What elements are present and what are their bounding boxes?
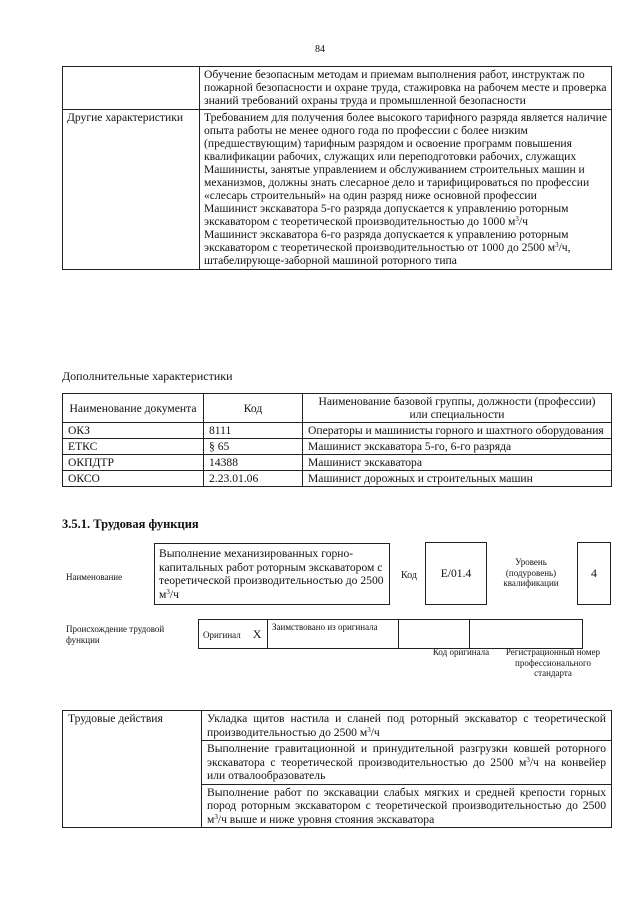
- cell-doc: ЕТКС: [63, 439, 204, 455]
- paragraph: Обучение безопасным методам и приемам выполнения работ, инструктаж по пожарной безопасности и охране труда, стажировка на рабочем месте и проверка знаний требований охраны труда и промышленной безопасности: [204, 68, 607, 107]
- borrowed-label: Заимствовано из оригинала: [268, 620, 399, 649]
- code-original-label: Код оригинала: [432, 647, 490, 657]
- reg-number-label: Регистрационный номер профессионального стандарта: [505, 647, 601, 678]
- section-title: 3.5.1. Трудовая функция: [62, 517, 199, 531]
- labor-action-item: Выполнение гравитационной и принудительной разгрузки ковшей роторного экскаватора с теоретической производительностью до 2500 $м^3/ч$ на конвейер или отвалообразователь: [202, 741, 612, 785]
- cell-doc: ОКПДТР: [63, 455, 204, 471]
- origin-table: [198, 619, 583, 649]
- header-name: Наименование базовой группы, должности (профессии) или специальности: [303, 394, 612, 423]
- cell-name: Машинист дорожных и строительных машин: [303, 471, 612, 487]
- additional-title: Дополнительные характеристики: [62, 369, 233, 383]
- origin-label: Происхождение трудовой функции: [66, 624, 165, 645]
- row-content: [200, 67, 612, 110]
- level-label: Уровень (подуровень) квалификации: [503, 557, 559, 588]
- table-row: [63, 423, 612, 439]
- table-row: [63, 110, 612, 270]
- paragraph: Машинисты, занятые управлением и обслуживанием строительных машин и механизмов, должны знать слесарное дело и тарифицироваться по профессии «слесарь строительный» на один разряд ниже основной профессии: [204, 163, 590, 202]
- level-value: 4: [577, 542, 611, 605]
- reg-number-cell: [470, 620, 583, 649]
- labor-actions-label: Трудовые действия: [63, 711, 202, 828]
- cell-name: Машинист экскаватора: [303, 455, 612, 471]
- header-code: Код: [204, 394, 303, 423]
- characteristics-table: [62, 66, 612, 270]
- cell-name: Машинист экскаватора 5-го, 6-го разряда: [303, 439, 612, 455]
- labor-action-item: Выполнение работ по экскавации слабых мягких и средней крепости горных пород роторным экскаватором с теоретической производительностью до 2500 $м^3/ч$ выше и ниже уровня стояния экскаватора: [202, 784, 612, 828]
- labor-action-item: Укладка щитов настила и сланей под роторный экскаватор с теоретической производительностью до 2500 $м^3/ч$: [202, 711, 612, 741]
- original-cell: [199, 620, 268, 649]
- paragraph: Требованием для получения более высокого тарифного разряда является наличие опыта работы не менее одного года по профессии с более низким (предшествующим) тарифным разрядом и освоение программ повышения квалификации рабочих, служащих или переподготовки рабочих, служащих: [204, 111, 607, 163]
- header-document: Наименование документа: [63, 394, 204, 423]
- cell-code: 8111: [204, 423, 303, 439]
- cell-code: 14388: [204, 455, 303, 471]
- code-original-cell: [399, 620, 470, 649]
- original-mark: X: [252, 626, 262, 641]
- name-label: Наименование: [66, 572, 123, 582]
- paragraph: Машинист экскаватора 6-го разряда допускается к управлению роторным экскаватором с теоретической производительностью от 1000 до 2500 $м^3/ч$, штабелирующе-заборной машиной роторного типа: [204, 228, 571, 267]
- cell-doc: ОКЗ: [63, 423, 204, 439]
- cell-doc: ОКСО: [63, 471, 204, 487]
- table-row: [63, 67, 612, 110]
- cell-code: 2.23.01.06: [204, 471, 303, 487]
- original-label: Оригинал: [203, 629, 241, 640]
- code-label: Код: [401, 570, 417, 581]
- cell-code: § 65: [204, 439, 303, 455]
- additional-table: [62, 393, 612, 487]
- function-code: E/01.4: [425, 542, 487, 605]
- row-label: Другие характеристики: [63, 110, 200, 270]
- page-number: 84: [315, 44, 325, 55]
- table-row: [63, 471, 612, 487]
- table-header: [63, 394, 612, 423]
- paragraph: Машинист экскаватора 5-го разряда допускается к управлению роторным экскаватором с теоретической производительностью до 1000 $м^3/ч$: [204, 202, 569, 228]
- table-row: [63, 439, 612, 455]
- table-row: [63, 455, 612, 471]
- row-label: [63, 67, 200, 110]
- function-name: Выполнение механизированных горно-капитальных работ роторным экскаватором с теоретической производительностью до 2500 $м^3/ч$: [154, 543, 390, 605]
- row-content: [200, 110, 612, 270]
- cell-name: Операторы и машинисты горного и шахтного оборудования: [303, 423, 612, 439]
- table-row: [63, 711, 612, 741]
- labor-actions-table: [62, 710, 612, 828]
